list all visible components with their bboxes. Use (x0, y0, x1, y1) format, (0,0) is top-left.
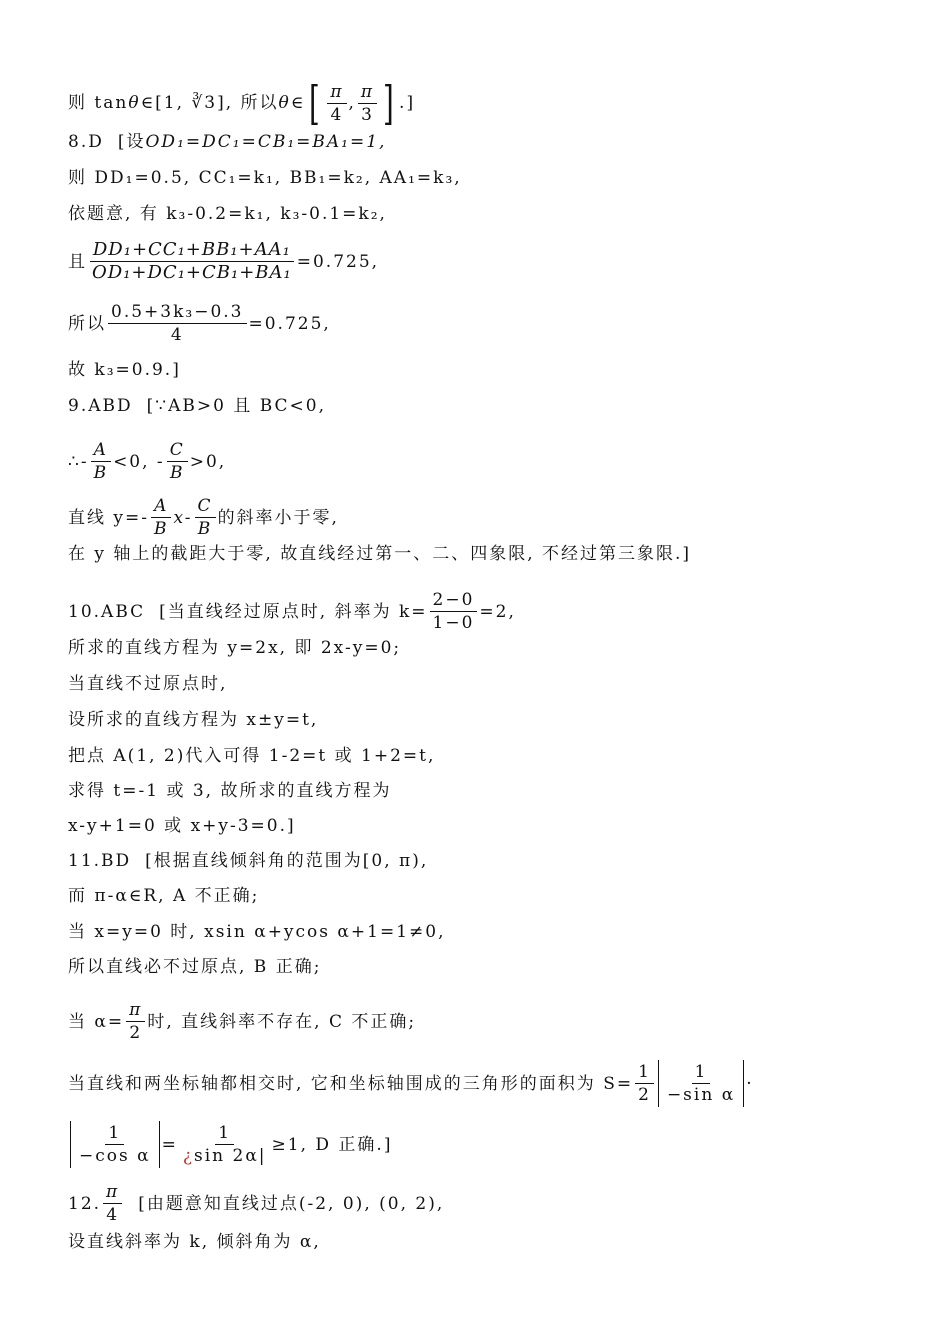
q12-line2 (68, 1230, 321, 1254)
line-theta-range (68, 76, 416, 130)
q10-line2 (68, 636, 401, 660)
q10-line4 (68, 708, 318, 732)
text: =2, (479, 601, 516, 622)
numerator: 2−0 (430, 590, 478, 612)
left-bracket: [ (309, 76, 322, 130)
text: [根据直线倾斜角的范围为[0, π), (145, 851, 429, 871)
text: θ (128, 93, 141, 113)
q10-line6 (68, 779, 391, 803)
text: 设所求的直线方程为 x±y=t, (68, 710, 319, 730)
numerator: 1 (692, 1062, 711, 1084)
absolute-value (658, 1060, 744, 1107)
text: 当 α= (68, 1011, 125, 1032)
denominator: B (93, 463, 109, 483)
fraction (180, 1123, 270, 1166)
numerator: π (358, 82, 377, 104)
text: [∵AB>0 且 BC<0, (146, 396, 326, 416)
q8-header (68, 130, 386, 154)
numerator: 1 (105, 1123, 124, 1145)
text: 则 tan (68, 93, 129, 113)
text: 所求的直线方程为 y=2x, 即 2x-y=0; (68, 638, 402, 658)
denominator: ¿sin 2α| (182, 1146, 267, 1166)
text: 则 DD₁=0.5, CC₁=k₁, BB₁=k₂, AA₁=k₃, (68, 168, 462, 188)
answer-label: 8.D (68, 132, 104, 152)
denominator: −sin α (666, 1085, 736, 1105)
text: 设直线斜率为 k, 倾斜角为 α, (68, 1232, 321, 1252)
q11-line5 (68, 1000, 416, 1043)
denominator: 4 (170, 325, 184, 345)
q12-header (68, 1182, 444, 1225)
q8-line6 (68, 358, 181, 382)
absolute-value (70, 1121, 160, 1168)
denominator: 4 (330, 104, 344, 125)
text: =0.725, (248, 313, 331, 334)
fraction (664, 1062, 738, 1105)
text: 且 (68, 251, 87, 272)
fraction (195, 496, 216, 539)
text: 把点 A(1, 2)代入可得 1-2=t 或 1+2=t, (68, 746, 436, 766)
text: x-y+1=0 或 x+y-3=0.] (68, 816, 296, 836)
denominator: −cos α (79, 1146, 151, 1166)
text: [设 (117, 132, 146, 152)
text: ≥1, D 正确.] (271, 1134, 393, 1155)
q8-line4 (68, 240, 379, 283)
q11-line6 (68, 1060, 754, 1107)
numerator: C (167, 440, 188, 462)
answer-label: 12. (68, 1193, 102, 1214)
numerator: C (195, 496, 216, 518)
denominator: 3 (361, 104, 374, 125)
fraction (327, 82, 346, 125)
symbol: ¿ (182, 1146, 194, 1166)
numerator: 1 (215, 1123, 234, 1145)
fraction (126, 1000, 145, 1043)
fraction (635, 1062, 654, 1105)
text: 故 k₃=0.9.] (68, 360, 181, 380)
q8-line5 (68, 302, 331, 345)
q10-header (68, 590, 516, 633)
denominator: OD₁+DC₁+CB₁+BA₁ (92, 262, 292, 283)
numerator: 0.5+3k₃−0.3 (108, 302, 247, 324)
fraction (151, 496, 172, 539)
q11-line2 (68, 884, 259, 908)
text: =0.725, (296, 251, 380, 272)
q8-line3 (68, 202, 387, 226)
text: [当直线经过原点时, 斜率为 k= (159, 601, 428, 622)
fraction (430, 590, 478, 633)
text: .] (399, 93, 416, 113)
fraction (358, 82, 377, 125)
denominator: B (169, 463, 185, 483)
text: , (348, 93, 356, 113)
text: θ (278, 93, 291, 113)
right-bracket: ] (383, 76, 396, 130)
text: 当 x=y=0 时, xsin α+ycos α+1=1≠0, (68, 922, 446, 942)
numerator: A (91, 440, 111, 462)
text: <0, - (113, 451, 165, 472)
denominator: B (154, 519, 169, 539)
fraction (103, 1182, 122, 1225)
answer-label: 11.BD (68, 851, 132, 871)
numerator: DD₁+CC₁+BB₁+AA₁ (90, 240, 294, 262)
text: 时, 直线斜率不存在, C 不正确; (147, 1011, 417, 1032)
fraction (108, 302, 247, 345)
text: OD₁=DC₁=CB₁=BA₁=1, (145, 132, 387, 152)
text: 依题意, 有 k₃-0.2=k₁, k₃-0.1=k₂, (68, 204, 387, 224)
text: 的斜率小于零, (217, 507, 339, 528)
text: sin 2α (193, 1146, 259, 1166)
numerator: A (151, 496, 171, 518)
denominator: 4 (106, 1205, 120, 1225)
text: x- (173, 507, 193, 528)
fraction (167, 440, 188, 483)
answer-label: 9.ABD (68, 396, 133, 416)
q11-line7 (68, 1121, 392, 1168)
denominator: 2 (638, 1085, 651, 1105)
q11-line4 (68, 955, 321, 979)
text: = (161, 1134, 178, 1155)
text: 而 π-α∈R, A 不正确; (68, 886, 260, 906)
answer-label: 10.ABC (68, 601, 146, 622)
denominator: 2 (129, 1023, 143, 1043)
text: 当直线和两坐标轴都相交时, 它和坐标轴围成的三角形的面积为 S= (68, 1073, 634, 1094)
fraction (91, 440, 112, 483)
text: · (746, 1073, 754, 1094)
text: 当直线不过原点时, (68, 674, 228, 694)
text: 所以直线必不过原点, B 正确; (68, 957, 322, 977)
text: 所以 (68, 313, 106, 334)
text: 求得 t=-1 或 3, 故所求的直线方程为 (68, 781, 392, 801)
q8-line2 (68, 166, 462, 190)
text: 直线 y=- (68, 507, 149, 528)
q11-line3 (68, 920, 446, 944)
numerator: π (327, 82, 346, 104)
q9-line3 (68, 496, 339, 539)
numerator: π (126, 1000, 145, 1022)
q10-line3 (68, 672, 227, 696)
numerator: 1 (635, 1062, 654, 1084)
q9-header (68, 394, 326, 418)
numerator: π (103, 1182, 122, 1204)
text: ∈ (290, 93, 306, 113)
text: 在 y 轴上的截距大于零, 故直线经过第一、二、四象限, 不经过第三象限.] (68, 544, 692, 564)
text: [由题意知直线过点(-2, 0), (0, 2), (138, 1193, 445, 1214)
q9-line2 (68, 440, 226, 483)
text: ∴- (68, 451, 89, 472)
q9-line4 (68, 542, 691, 566)
fraction (89, 240, 295, 283)
text: >0, (189, 451, 227, 472)
q10-line7 (68, 814, 296, 838)
text: ∈[1, ∛3], 所以 (140, 93, 279, 113)
denominator: B (197, 519, 213, 539)
denominator: 1−0 (432, 613, 475, 633)
q10-line5 (68, 744, 435, 768)
fraction (76, 1123, 154, 1166)
q11-header (68, 849, 428, 873)
